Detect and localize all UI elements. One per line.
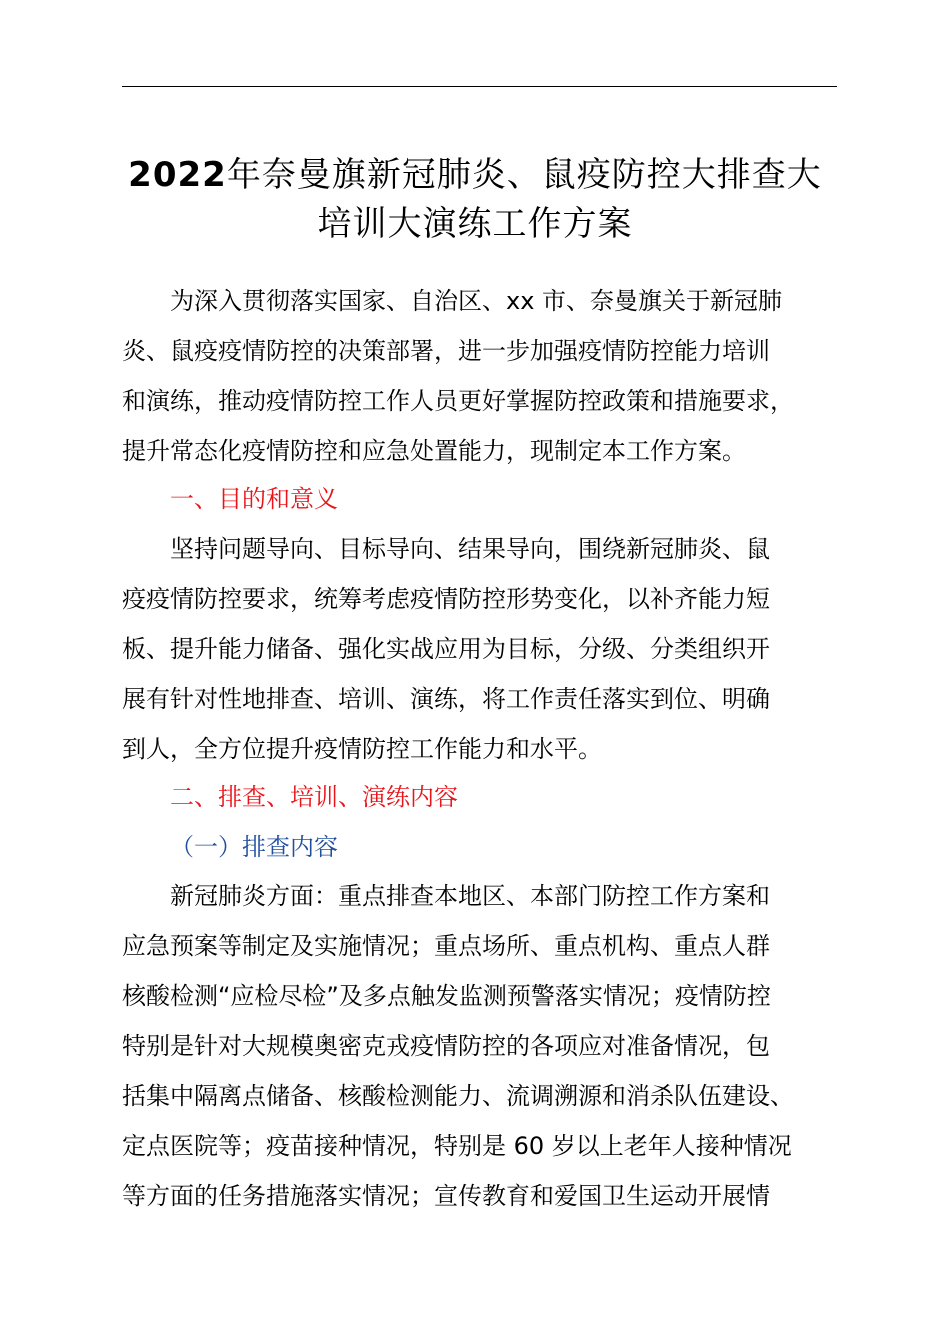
subsection-1-line: 应急预案等制定及实施情况；重点场所、重点机构、重点人群 — [122, 932, 770, 960]
subsection-1-line: 定点医院等；疫苗接种情况，特别是 60 岁以上老年人接种情况 — [122, 1132, 792, 1160]
subsection-1-heading: （一）排查内容 — [170, 833, 338, 861]
subsection-1-line: 核酸检测“应检尽检”及多点触发监测预警落实情况；疫情防控 — [122, 982, 771, 1010]
subsection-1-paragraph — [122, 871, 838, 1221]
subsection-1-line: 特别是针对大规模奥密克戎疫情防控的各项应对准备情况，包 — [122, 1032, 770, 1060]
intro-line: 提升常态化疫情防控和应急处置能力，现制定本工作方案。 — [122, 437, 746, 465]
document-title-line-2: 培训大演练工作方案 — [317, 204, 633, 244]
title-year: 2022 — [128, 155, 227, 195]
subsection-1-line: 等方面的任务措施落实情况；宣传教育和爱国卫生运动开展情 — [122, 1182, 770, 1210]
title-line-1-text: 年奈曼旗新冠肺炎、鼠疫防控大排查大 — [226, 155, 822, 195]
intro-line: 为深入贯彻落实国家、自治区、xx 市、奈曼旗关于新冠肺 — [170, 287, 783, 315]
section-2-heading: 二、排查、培训、演练内容 — [170, 783, 458, 811]
section-1-line: 疫疫情防控要求，统筹考虑疫情防控形势变化，以补齐能力短 — [122, 585, 770, 613]
subsection-1-line: 新冠肺炎方面：重点排查本地区、本部门防控工作方案和 — [170, 882, 770, 910]
section-1-heading: 一、目的和意义 — [170, 485, 338, 513]
section-1-paragraph — [122, 524, 838, 774]
document-title-line-1 — [100, 152, 850, 198]
intro-line: 和演练，推动疫情防控工作人员更好掌握防控政策和措施要求， — [122, 387, 794, 415]
intro-line: 炎、鼠疫疫情防控的决策部署，进一步加强疫情防控能力培训 — [122, 337, 770, 365]
section-1-line: 板、提升能力储备、强化实战应用为目标，分级、分类组织开 — [122, 635, 770, 663]
subsection-1-line: 括集中隔离点储备、核酸检测能力、流调溯源和消杀队伍建设、 — [122, 1082, 794, 1110]
header-rule — [122, 86, 837, 87]
section-1-line: 到人，全方位提升疫情防控工作能力和水平。 — [122, 735, 602, 763]
intro-paragraph — [122, 276, 838, 476]
section-1-line: 坚持问题导向、目标导向、结果导向，围绕新冠肺炎、鼠 — [170, 535, 770, 563]
section-1-line: 展有针对性地排查、培训、演练，将工作责任落实到位、明确 — [122, 685, 770, 713]
